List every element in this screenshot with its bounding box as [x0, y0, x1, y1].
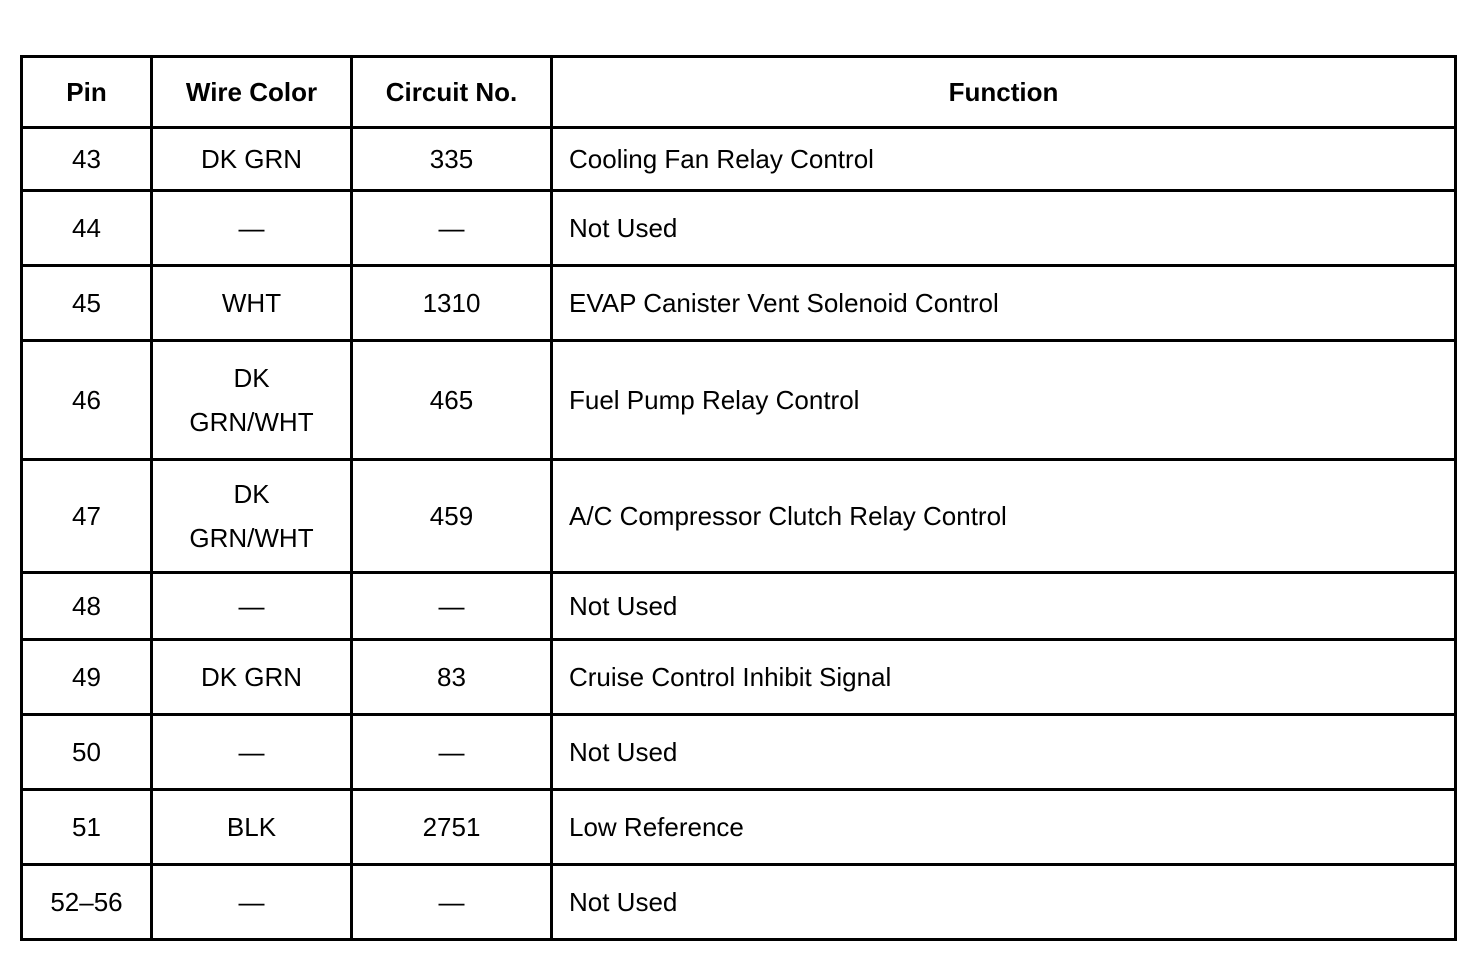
cell-circuit-no: 459 [352, 460, 552, 573]
table-row [22, 640, 1456, 715]
cell-function: Not Used [552, 865, 1456, 940]
cell-function: EVAP Canister Vent Solenoid Control [552, 266, 1456, 341]
header-pin: Pin [22, 57, 152, 128]
header-function: Function [552, 57, 1456, 128]
cell-wire-color: — [152, 191, 352, 266]
table-row [22, 715, 1456, 790]
table-row [22, 790, 1456, 865]
cell-wire-color: BLK [152, 790, 352, 865]
table-row [22, 266, 1456, 341]
cell-wire-color: DK GRN [152, 640, 352, 715]
cell-pin: 50 [22, 715, 152, 790]
cell-pin: 44 [22, 191, 152, 266]
cell-circuit-no: 83 [352, 640, 552, 715]
cell-function: Fuel Pump Relay Control [552, 341, 1456, 460]
cell-wire-color: DK GRN/WHT [152, 341, 352, 460]
cell-circuit-no: 335 [352, 128, 552, 191]
cell-wire-color: DK GRN [152, 128, 352, 191]
cell-circuit-no: — [352, 573, 552, 640]
cell-circuit-no: 2751 [352, 790, 552, 865]
cell-circuit-no: 465 [352, 341, 552, 460]
cell-function: Not Used [552, 573, 1456, 640]
cell-wire-color: DK GRN/WHT [152, 460, 352, 573]
cell-pin: 45 [22, 266, 152, 341]
table-row [22, 191, 1456, 266]
cell-function: A/C Compressor Clutch Relay Control [552, 460, 1456, 573]
cell-pin: 49 [22, 640, 152, 715]
cell-pin: 43 [22, 128, 152, 191]
cell-pin: 52–56 [22, 865, 152, 940]
cell-pin: 51 [22, 790, 152, 865]
table-row [22, 128, 1456, 191]
cell-pin: 47 [22, 460, 152, 573]
cell-wire-color: — [152, 573, 352, 640]
cell-circuit-no: — [352, 865, 552, 940]
cell-circuit-no: 1310 [352, 266, 552, 341]
cell-wire-color: — [152, 865, 352, 940]
cell-function: Low Reference [552, 790, 1456, 865]
cell-wire-color: — [152, 715, 352, 790]
header-circuit-no: Circuit No. [352, 57, 552, 128]
cell-wire-color: WHT [152, 266, 352, 341]
header-row [22, 57, 1456, 128]
cell-circuit-no: — [352, 715, 552, 790]
header-wire-color: Wire Color [152, 57, 352, 128]
cell-pin: 46 [22, 341, 152, 460]
cell-function: Not Used [552, 191, 1456, 266]
table-row [22, 573, 1456, 640]
cell-function: Cooling Fan Relay Control [552, 128, 1456, 191]
table-row [22, 865, 1456, 940]
cell-circuit-no: — [352, 191, 552, 266]
cell-pin: 48 [22, 573, 152, 640]
table-row [22, 341, 1456, 460]
cell-function: Not Used [552, 715, 1456, 790]
table-row [22, 460, 1456, 573]
pin-function-table [20, 55, 1457, 941]
cell-function: Cruise Control Inhibit Signal [552, 640, 1456, 715]
